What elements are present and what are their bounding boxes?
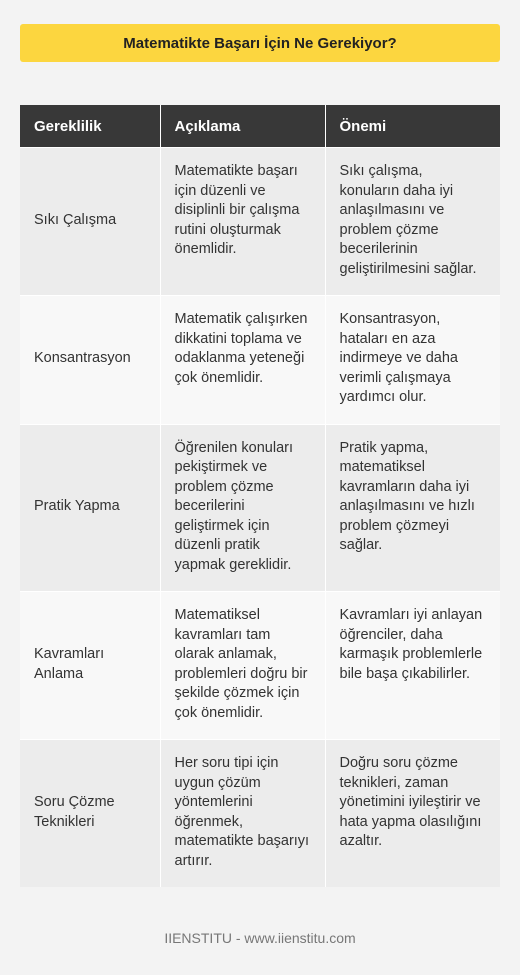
cell-onemi: Doğru soru çözme teknikleri, zaman yönetimini iyileştirir ve hata yapma olasılığını azaltır. xyxy=(325,740,500,888)
cell-aciklama: Matematik çalışırken dikkatini toplama ve odaklanma yeteneği çok önemlidir. xyxy=(160,296,325,425)
cell-aciklama: Matematikte başarı için düzenli ve disiplinli bir çalışma rutini oluşturmak önemlidir. xyxy=(160,148,325,296)
cell-aciklama: Her soru tipi için uygun çözüm yöntemlerini öğrenmek, matematikte başarıyı artırır. xyxy=(160,740,325,888)
cell-aciklama: Matematiksel kavramları tam olarak anlamak, problemleri doğru bir şekilde çözmek için çok önemlidir. xyxy=(160,592,325,740)
cell-onemi: Sıkı çalışma, konuların daha iyi anlaşılmasını ve problem çözme becerilerinin geliştirilmesini sağlar. xyxy=(325,148,500,296)
cell-onemi: Pratik yapma, matematiksel kavramların daha iyi anlaşılmasını ve hızlı problem çözmeyi sağlar. xyxy=(325,424,500,592)
table-header-row xyxy=(20,105,500,148)
cell-gereklilik: Soru Çözme Teknikleri xyxy=(20,740,160,888)
cell-gereklilik: Pratik Yapma xyxy=(20,424,160,592)
column-header-gereklilik: Gereklilik xyxy=(20,105,160,148)
cell-gereklilik: Konsantrasyon xyxy=(20,296,160,425)
cell-gereklilik: Sıkı Çalışma xyxy=(20,148,160,296)
table-row xyxy=(20,424,500,592)
table-row xyxy=(20,296,500,425)
column-header-onemi: Önemi xyxy=(325,105,500,148)
cell-onemi: Konsantrasyon, hataları en aza indirmeye ve daha verimli çalışmaya yardımcı olur. xyxy=(325,296,500,425)
cell-onemi: Kavramları iyi anlayan öğrenciler, daha karmaşık problemlerle bile başa çıkabilirler. xyxy=(325,592,500,740)
table-row xyxy=(20,740,500,888)
page-title: Matematikte Başarı İçin Ne Gerekiyor? xyxy=(20,24,500,62)
cell-gereklilik: Kavramları Anlama xyxy=(20,592,160,740)
table-row xyxy=(20,592,500,740)
column-header-aciklama: Açıklama xyxy=(160,105,325,148)
requirements-table xyxy=(20,105,500,887)
table-row xyxy=(20,148,500,296)
footer-credit: IIENSTITU - www.iienstitu.com xyxy=(164,930,356,946)
cell-aciklama: Öğrenilen konuları pekiştirmek ve problem çözme becerilerini geliştirmek için düzenli pratik yapmak gereklidir. xyxy=(160,424,325,592)
